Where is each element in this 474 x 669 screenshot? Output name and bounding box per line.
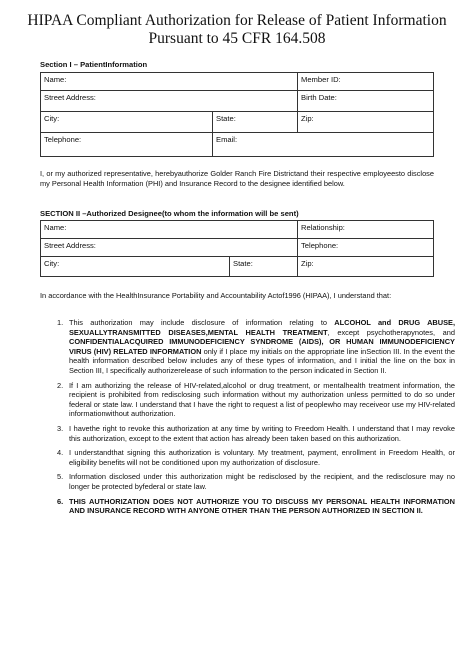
term-number: 1. — [57, 318, 64, 327]
patient-info-table — [40, 72, 434, 112]
term-text: I understandthat signing this authorization is voluntary. My treatment, payment, enrollment in Freedom Health, or eligibility benefits will not be conditioned upon my authorization of disclosure. — [69, 448, 455, 467]
patient-state-field[interactable]: State: — [213, 112, 298, 133]
designee-zip-field[interactable]: Zip: — [298, 257, 434, 277]
term-item — [57, 448, 455, 467]
term-number: 3. — [57, 423, 64, 433]
patient-city-table — [40, 111, 434, 133]
patient-email-field[interactable]: Email: — [213, 133, 434, 157]
term-text: Information disclosed under this authorization might be redisclosed by the recipient, and the redisclosure may no longer be protected byfederal or state law. — [69, 472, 455, 491]
patient-name-field[interactable]: Name: — [41, 73, 298, 91]
designee-state-field[interactable]: State: — [230, 257, 298, 277]
term-item — [57, 423, 455, 443]
patient-contact-table — [40, 132, 434, 157]
designee-telephone-field[interactable]: Telephone: — [298, 239, 434, 257]
term-number: 4. — [57, 448, 64, 458]
section-1-heading: Section I – PatientInformation — [40, 60, 148, 69]
terms-list — [40, 318, 455, 521]
term-number: 5. — [57, 472, 64, 482]
term-item — [57, 380, 455, 419]
term-text: , except psychotherapynotes, and — [327, 327, 455, 337]
term-text: This authorization may include disclosure of information relating to — [69, 318, 335, 327]
document-title — [0, 12, 474, 48]
patient-city-field[interactable]: City: — [41, 112, 213, 133]
title-line-2: Pursuant to 45 CFR 164.508 — [148, 30, 326, 47]
designee-relationship-field[interactable]: Relationship: — [298, 221, 434, 239]
authorization-intro: I, or my authorized representative, herebyauthorize Golder Ranch Fire Districtand their respective employeesto disclose my Personal Health Information (PHI) and Insurance Record to the designee identified below. — [40, 169, 434, 188]
patient-member-id-field[interactable]: Member ID: — [298, 73, 434, 91]
term-bold-text: ALCOHOL and DRUG ABUSE, SEXUALLYTRANSMITTED DISEASES,MENTAL HEALTH TREATMENT — [69, 318, 455, 337]
designee-city-field[interactable]: City: — [41, 257, 230, 277]
term-bold-text: CONFIDENTIALACQUIRED IMMUNODEFICIENCY SYNDROME (AIDS), OR HUMAN IMMUNODEFICIENCY VIRUS (HIV) RELATED INFORMATION — [69, 337, 455, 356]
title-line-1: HIPAA Compliant Authorization for Release of Patient Information — [27, 12, 447, 29]
term-bold-text: THIS AUTHORIZATION DOES NOT AUTHORIZE YOU TO DISCUSS MY PERSONAL HEALTH INFORMATION AND INSURANCE RECORD WITH ANYONE OTHER THAN THE PERSON AUTHORIZED IN SECTION II. — [69, 496, 455, 516]
term-number: 6. — [57, 496, 64, 506]
designee-table — [40, 220, 434, 257]
hipaa-understanding: In accordance with the HealthInsurance Portability and Accountability Actof1996 (HIPAA), I understand that: — [40, 291, 392, 300]
patient-birth-date-field[interactable]: Birth Date: — [298, 91, 434, 112]
term-number: 2. — [57, 380, 64, 390]
term-item — [57, 472, 455, 491]
designee-name-field[interactable]: Name: — [41, 221, 298, 239]
designee-street-field[interactable]: Street Address: — [41, 239, 298, 257]
patient-zip-field[interactable]: Zip: — [298, 112, 434, 133]
patient-telephone-field[interactable]: Telephone: — [41, 133, 213, 157]
term-text: I havethe right to revoke this authorization at any time by writing to Freedom Health. I understand that I may revoke this authorization, except to the extent that action has already been taken based on this authorization. — [69, 423, 455, 443]
term-item — [57, 496, 455, 516]
term-text: only if I place my initials on the appropriate line inSection III. In the event the health information described below includes any of these types of information, and I initial the line on the box in Section III, I specifically authorizerelease of such information to the person indicated in Section II. — [69, 346, 456, 375]
term-text: If I am authorizing the release of HIV-related,alcohol or drug treatment, or mentalhealth treatment information, the recipient is prohibited from redisclosing such information without my authorization unless permitted to do so under federal or state law. I understand that I have the right to request a list of peoplewho may receiveor use my HIV-related informationwithout authorization. — [69, 380, 455, 419]
designee-city-table — [40, 256, 434, 277]
patient-street-field[interactable]: Street Address: — [41, 91, 298, 112]
term-item — [57, 318, 456, 376]
section-2-heading: SECTION II –Authorized Designee(to whom the information will be sent) — [40, 209, 299, 218]
